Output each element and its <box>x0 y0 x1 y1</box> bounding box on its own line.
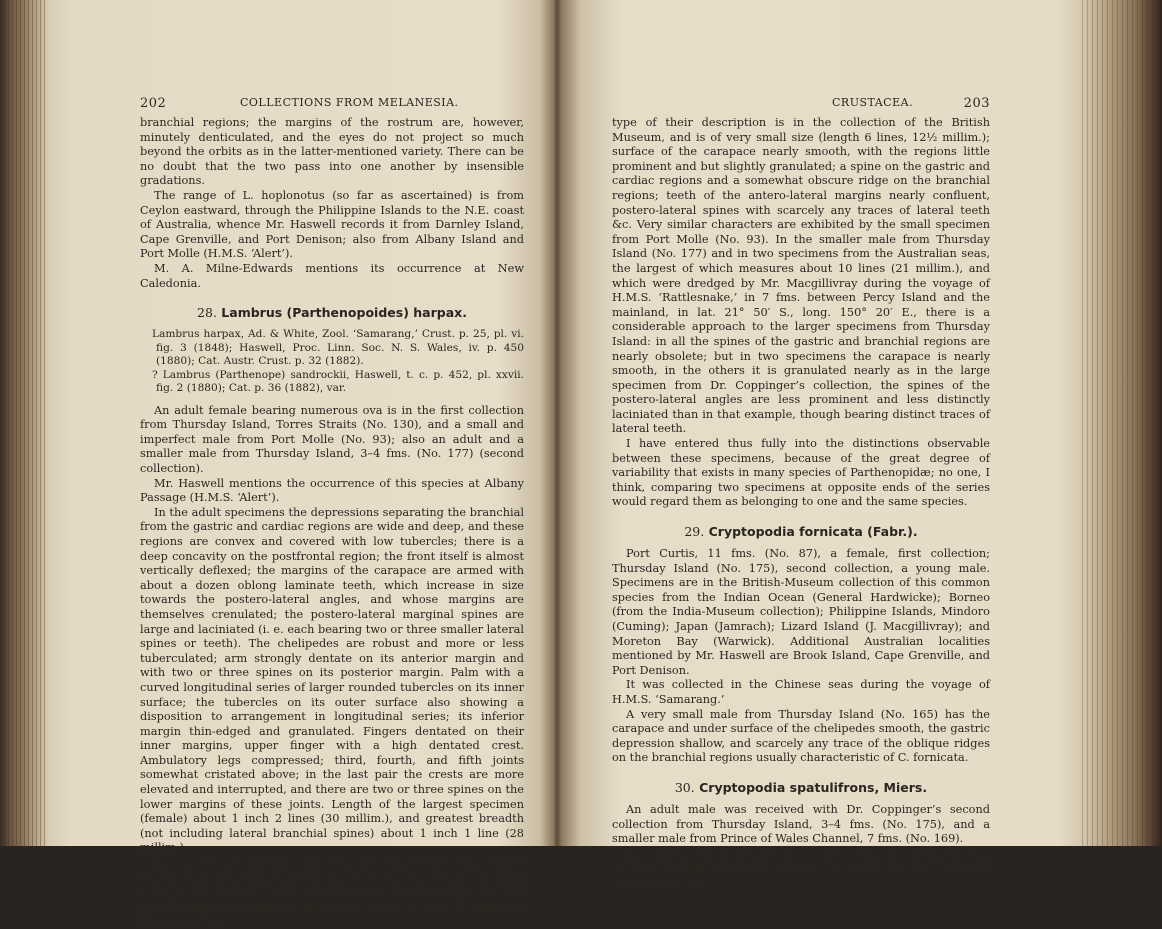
heading-28-name: Lambrus (Parthenopoides) harpax. <box>221 305 467 321</box>
heading-28-number: 28. <box>197 305 217 321</box>
heading-29-number: 29. <box>684 524 705 540</box>
heading-28 <box>140 305 524 320</box>
right-para-small: A very small male from Thursday Island (No. 165) has the carapace and under surface of the chelipedes smooth, the gastric depression shallow, and scarcely any trace of the oblique ridges on the branchial regions usually characteristic of C. fornicata. <box>612 707 990 765</box>
left-para-above: The above description, although not exhaustive, will suffice (when compared with that given by Adams and White in their work above cited) to indicate the manifold differences between what I regard as the adult and young of this species. A specimen marked as the <box>140 856 524 928</box>
left-para-range: The range of L. hoplonotus (so far as ascertained) is from Ceylon eastward, through the Philippine Islands to the N.E. coast of Australia, whence Mr. Haswell records it from Darnley Island, Cape Grenville, and Port Denison; also from Albany Island and Port Molle (H.M.S. ‘Alert’). <box>140 188 524 261</box>
left-para-top: branchial regions; the margins of the rostrum are, however, minutely denticulated, and the eyes do not project so much beyond the orbits as in the latter-mentioned variety. There can be no doubt that the two pass into one another by insensible gradations. <box>140 116 524 188</box>
heading-30-number: 30. <box>674 779 695 795</box>
left-page-edges <box>0 0 48 846</box>
left-para-milne: M. A. Milne-Edwards mentions its occurrence at New Caledonia. <box>140 261 524 290</box>
left-para-haswell: Mr. Haswell mentions the occurrence of this species at Albany Passage (H.M.S. ‘Alert’). <box>140 476 524 505</box>
heading-30 <box>612 780 990 795</box>
left-page-body <box>140 116 524 929</box>
left-para-description: In the adult specimens the depressions separating the branchial from the gastric and cardiac regions are wide and deep, and these regions are convex and covered with low tubercles; there is a deep concavity on the postfrontal region; the front itself is almost vertically deflexed; the margins of the carapace are armed with about a dozen oblong laminate teeth, which increase in size towards the postero-lateral angles, and whose margins are themselves crenulated; the postero-lateral marginal spines are large and laciniated (i. e. each bearing two or three smaller lateral spines or teeth). The chelipedes are robust and more or less tuberculated; arm strongly dentate on its anterior margin and with two or three spines on its posterior margin. Palm with a curved longitudinal series of larger rounded tubercles on its inner surface; the tubercles on its outer surface also showing a disposition to arrangement in longitudinal series; its inferior margin thin-edged and granulated. Fingers dentated on their inner margins, upper finger with a high dentated crest. Ambulatory legs compressed; third, fourth, and fifth joints somewhat cristated above; in the last pair the crests are more elevated and interrupted, and there are two or three spines on the lower margins of these joints. Length of the largest specimen (female) about 1 inch 2 lines (30 millim.), and greatest breadth (not including lateral branchial spines) about 1 inch 1 line (28 millim.). <box>140 505 524 855</box>
heading-30-name: Cryptopodia spatulifrons, Miers. <box>699 779 928 795</box>
right-para-entered: I have entered thus fully into the distinctions observable between these specimens, because of the great degree of variability that exists in many species of Parthenopidæ; no one, I think, comparing two specimens at opposite ends of the series would regard them as belonging to one and the same species. <box>612 437 990 509</box>
left-header <box>140 96 524 111</box>
right-para-chinese: It was collected in the Chinese seas during the voyage of H.M.S. ‘Samarang.’ <box>612 678 990 706</box>
left-running-head: COLLECTIONS FROM MELANESIA. <box>240 96 459 109</box>
right-para-larger: The larger example has the carapace more distinctly and coarsely pitted than the typical specimen in the Museum collection from <box>612 846 990 889</box>
synonym-2: ? Lambrus (Parthenope) sandrockii, Haswell, t. c. p. 452, pl. xxvii. fig. 2 (1880); Cat. p. 36 (1882), var. <box>152 368 524 395</box>
right-page-body <box>612 116 990 891</box>
left-page-number: 202 <box>140 96 167 111</box>
right-para-port: Port Curtis, 11 fms. (No. 87), a female, first collection; Thursday Island (No. 175), second collection, a young male. Specimens are in the British-Museum collection of this common species from the Indian Ocean (General Hardwicke); Borneo (from the India-Museum collection); Philippine Islands, Mindoro (Cuming); Japan (Jamrach); Lizard Island (J. Macgillivray); and Moreton Bay (Warwick). Additional Australian localities mentioned by Mr. Haswell are Brook Island, Cape Grenville, and Port Denison. <box>612 547 990 677</box>
right-page-edges <box>1082 0 1162 846</box>
heading-29-name: Cryptopodia fornicata (Fabr.). <box>708 524 918 540</box>
right-para-top: type of their description is in the collection of the British Museum, and is of very small size (length 6 lines, 12½ millim.); surface of the carapace nearly smooth, with the regions little prominent and but slightly granulated; a spine on the gastric and cardiac regions and a somewhat obscure ridge on the branchial regions; teeth of the antero-lateral margins nearly confluent, postero-lateral spines with scarcely any traces of lateral teeth &c. Very similar characters are exhibited by the small specimen from Port Molle (No. 93). In the smaller male from Thursday Island (No. 177) and in two specimens from the Australian seas, the largest of which measures about 10 lines (21 millim.), and which were dredged by Mr. Macgillivray during the voyage of H.M.S. ‘Rattlesnake,’ in 7 fms. between Percy Island and the mainland, in lat. 21° 50′ S., long. 150° 20′ E., there is a considerable approach to the larger specimens from Thursday Island: in all the spines of the gastric and branchial regions are nearly obsolete; but in two specimens the carapace is nearly smooth, in the others it is granulated nearly as in the large specimen from Dr. Coppinger’s collection, the spines of the postero-lateral angles are less prominent and less distinctly laciniated than in that example, though bearing distinct traces of lateral teeth. <box>612 116 990 436</box>
heading-29 <box>612 524 990 539</box>
right-running-head: CRUSTACEA. <box>832 96 914 109</box>
right-page-number: 203 <box>963 96 990 111</box>
synonym-1: Lambrus harpax, Ad. & White, Zool. ‘Samarang,’ Crust. p. 25, pl. vi. fig. 3 (1848); Haswell, Proc. Linn. Soc. N. S. Wales, iv. p. 450 (1880); Cat. Austr. Crust. p. 32 (1882). <box>152 328 524 368</box>
left-para-adult: An adult female bearing numerous ova is in the first collection from Thursday Island, Torres Straits (No. 130), and a small and imperfect male from Port Molle (No. 93); also an adult and a smaller male from Thursday Island, 3–4 fms. (No. 177) (second collection). <box>140 403 524 475</box>
right-para-adult-male: An adult male was received with Dr. Coppinger’s second collection from Thursday Island, 3–4 fms. (No. 175), and a smaller male from Prince of Wales Channel, 7 fms. (No. 169). <box>612 802 990 846</box>
